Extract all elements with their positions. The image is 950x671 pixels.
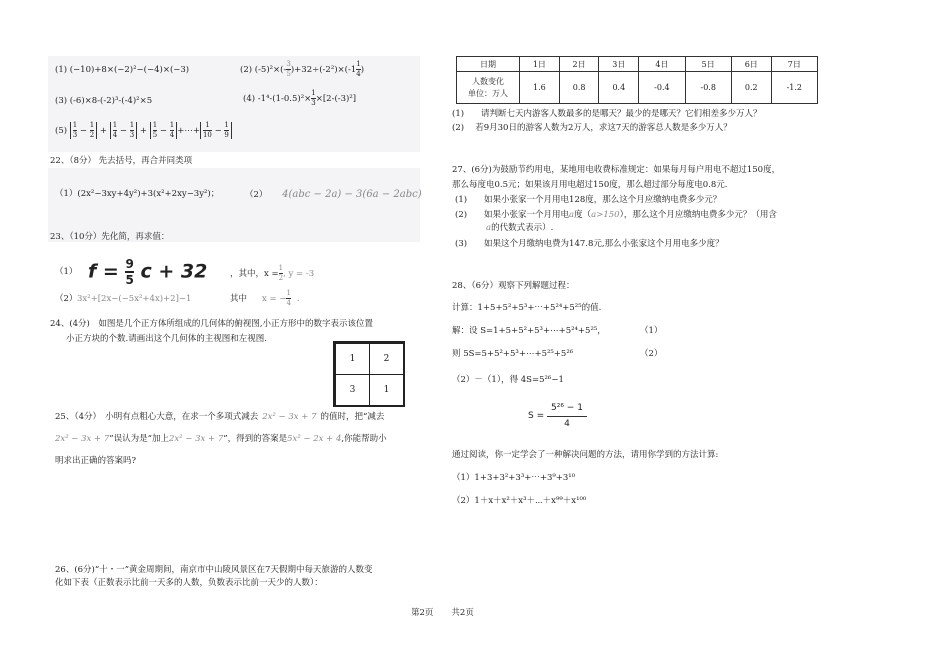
q26-line-2: 化如下表（正数表示比前一天多的人数，负数表示比前一天少的人数）： xyxy=(55,578,323,588)
table-cell: 0.2 xyxy=(731,72,771,104)
table-header-day: 6日 xyxy=(731,57,771,72)
q23-label-2: （2） xyxy=(55,294,78,304)
q27-line-2: 那么每度电0.5元；如果该月用电超过150度，那么超过部分每度电0.8元. xyxy=(452,180,728,190)
q25-line-1: 25、（4分） 小明有点粗心大意，在求一个多项式减去 2x² − 3x + 7 的值时，把“减去 xyxy=(55,412,385,422)
table-cell: -0.4 xyxy=(639,72,685,104)
q21-expr-5: (5) $\frac{1}{3}$ − $\frac{1}{2}$ + $\frac{1}{4}$ − $\frac{1}{3}$ + $\frac{1}{5}$ − $\frac{1}{4}$ +⋯+ $\frac{1}{10}$ − $\frac{1}{9}$ xyxy=(55,122,232,139)
q23-expr-2: 3x²+[2x−(−5x²+4x)+2]−1 xyxy=(77,294,192,304)
q28-solution-3: （2）－（1），得 4S=5²⁶−1 xyxy=(452,375,564,385)
page-number: 第2页 共2页 xyxy=(411,608,474,618)
table-header-label: 日期 xyxy=(457,57,520,72)
q23-expr-2-x: x = − $\frac{1}{4}$ . xyxy=(262,289,300,307)
table-header-day: 3日 xyxy=(599,57,639,72)
q21-expr-4: (4) -1⁴-(1-0.5)²× $\frac{1}{3}$ ×[2-(-3)²] xyxy=(243,89,357,107)
q22-expr-2: （2） 4(abc − 2a) − 3(6a − 2abc) xyxy=(245,189,422,200)
q24-line-1: 24、(4分) 如图是几个正方体所组成的几何体的俯视图,小正方形中的数字表示该位置 xyxy=(50,319,374,329)
q26-sub-2: (2) 若9月30日的游客人数为2万人，求这7天的游客总人数是多少万人？ xyxy=(452,123,732,133)
grid-cell: 2 xyxy=(369,343,404,375)
q25-line-3: 明求出正确的答案吗? xyxy=(55,456,137,466)
table-cell: 0.8 xyxy=(559,72,599,104)
exercise-shade-22 xyxy=(48,168,420,242)
top-view-grid xyxy=(333,341,405,407)
q23-title: 23、（10分）先化简，再求值： xyxy=(50,232,170,242)
q23-formula: f = $\frac{9}{5}$ c + 32 xyxy=(88,257,208,287)
q21-expr-1: (1) (−10)+8×(−2)²−(−4)×(−3) xyxy=(55,65,190,75)
q28-problem-2: （2）1＋x＋x²＋x³＋⋯＋x⁹⁹＋x¹⁰⁰ xyxy=(452,496,587,506)
q21-expr-2: (2) (-5)²×(- $\frac{3}{5}$ )+32÷(-2²)×(-1 $\frac{1}{4}$ ) xyxy=(240,60,365,78)
table-header-day: 7日 xyxy=(771,57,817,72)
q28-tag-2: （2） xyxy=(640,349,663,359)
q23-label-1: （1） xyxy=(55,267,78,277)
q23-expr-1-where: ，其中，x = $\frac{1}{2}$ , y = -3 xyxy=(230,264,315,282)
q28-calc: 计算：1+5+5²+5³+⋯+5²⁴+5²⁵的值. xyxy=(452,303,602,313)
grid-cell: 1 xyxy=(335,343,370,375)
q22-expr-1: （1）(2x²−3xy+4y²)+3(x²+2xy−3y²)； xyxy=(55,189,220,199)
grid-cell: 1 xyxy=(369,374,404,406)
q22-title: 22、（8分） 先去括号，再合并同类项 xyxy=(50,156,193,166)
q28-title: 28、（6分）观察下列解题过程： xyxy=(452,281,575,291)
q27-line-1: 27、(6分)为鼓励节约用电，某地用电收费标准规定：如果每月每户用电不超过150度， xyxy=(452,165,781,175)
q28-tag-1: （1） xyxy=(640,326,663,336)
q24-line-2: 小正方块的个数.请画出这个几何体的主视图和左视图. xyxy=(66,334,267,344)
q23-expr-2-where: 其中 xyxy=(230,294,248,304)
table-cell: 0.4 xyxy=(599,72,639,104)
table-row-label: 人数变化 单位：万人 xyxy=(457,72,520,104)
table-header-day: 2日 xyxy=(559,57,599,72)
grid-cell: 3 xyxy=(335,374,370,406)
table-header-day: 5日 xyxy=(685,57,731,72)
q28-s-formula: S = $\frac{\text{5²⁶ − 1}}{4}$ xyxy=(528,403,587,430)
q26-sub-1: (1) 请判断七天内游客人数最多的是哪天？最少的是哪天？它们相差多少万人？ xyxy=(452,109,762,119)
q27-sub-2-line-2: a的代数式表示）. xyxy=(486,223,554,233)
table-cell: 1.6 xyxy=(520,72,560,104)
q27-sub-2: (2) 如果小张家一个月用电a度（a>150），那么这个月应缴纳电费多少元？（用含 xyxy=(455,210,777,220)
q25-line-2: 2x² − 3x + 7”误认为是“加上2x² − 3x + 7”，得到的答案是5x² − 2x + 4,你能帮助小 xyxy=(55,434,387,444)
q27-sub-1: (1) 如果小张家一个月用电128度，那么这个月应缴纳电费多少元？ xyxy=(455,195,722,205)
q28-solution-1: 解：设 S=1+5+5²+5³+⋯+5²⁴+5²⁵， xyxy=(452,326,606,336)
table-cell: -1.2 xyxy=(771,72,817,104)
q26-line-1: 26、(6分)“十・一”黄金周期间，南京市中山陵风景区在7天假期中每天旅游的人数变 xyxy=(55,565,373,575)
q28-read: 通过阅读，你一定学会了一种解决问题的方法，请用你学到的方法计算: xyxy=(452,450,719,460)
q28-solution-2: 则 5S=5+5²+5³+⋯+5²⁵+5²⁶ xyxy=(452,349,574,359)
q28-problem-1: （1）1+3+3²+3³+⋯+3⁹+3¹⁰ xyxy=(452,473,576,483)
table-header-day: 1日 xyxy=(520,57,560,72)
q27-sub-3: (3) 如果这个月缴纳电费为147.8元,那么小张家这个月用电多少度？ xyxy=(455,239,724,249)
tourist-change-table xyxy=(456,56,818,104)
table-cell: -0.8 xyxy=(685,72,731,104)
q21-expr-3: (3) (-6)×8-(-2)³-(-4)²×5 xyxy=(55,96,153,106)
table-header-day: 4日 xyxy=(639,57,685,72)
